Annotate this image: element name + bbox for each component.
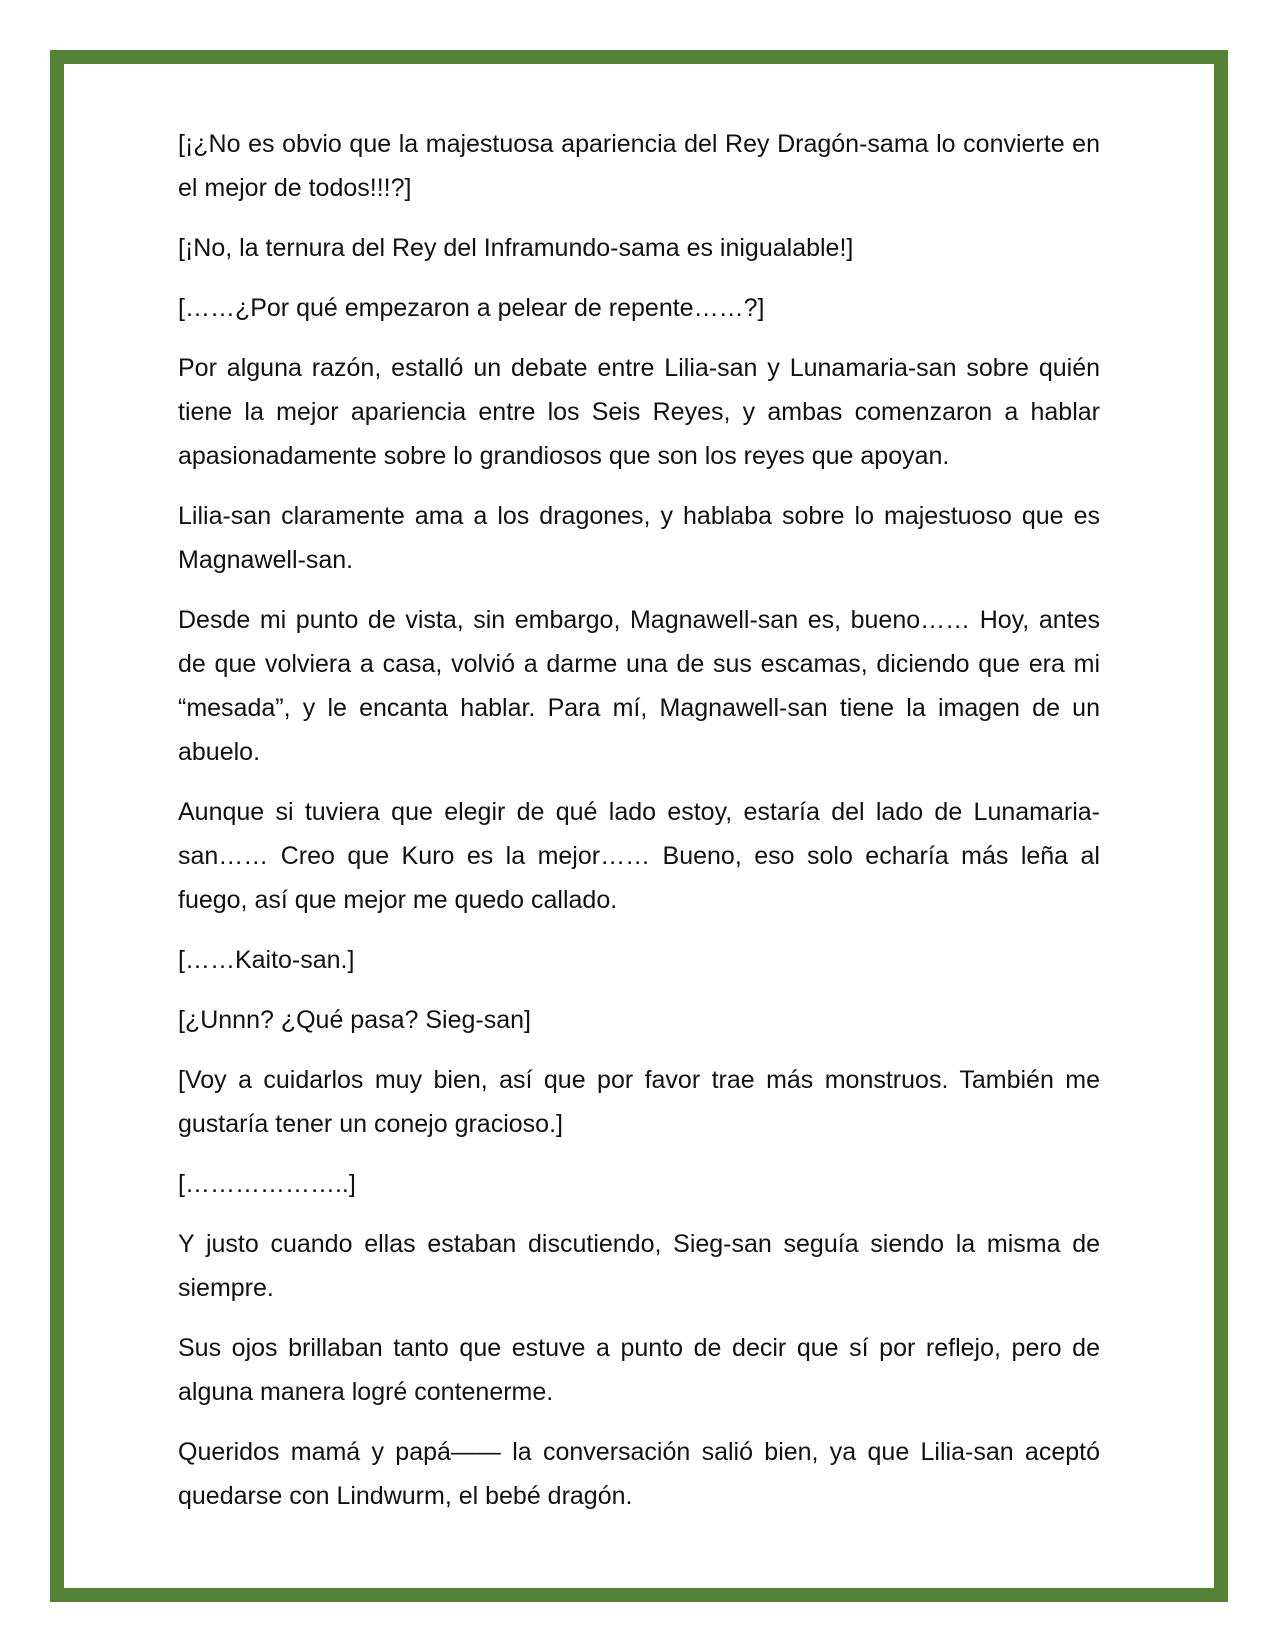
paragraph: Sus ojos brillaban tanto que estuve a punto de decir que sí por reflejo, pero de alguna manera logré contenerme. — [178, 1334, 1100, 1406]
document-body — [178, 122, 1100, 1534]
paragraph: Lilia-san claramente ama a los dragones, y hablaba sobre lo majestuoso que es Magnawell-san. — [178, 502, 1100, 574]
paragraph: [………………..] — [178, 1170, 356, 1198]
paragraph: [¿Unnn? ¿Qué pasa? Sieg-san] — [178, 1006, 531, 1034]
paragraph: [¡No, la ternura del Rey del Inframundo-sama es inigualable!] — [178, 234, 854, 262]
paragraph: [¡¿No es obvio que la majestuosa apariencia del Rey Dragón-sama lo convierte en el mejor de todos!!!?] — [178, 130, 1100, 202]
paragraph: Desde mi punto de vista, sin embargo, Magnawell-san es, bueno…… Hoy, antes de que volviera a casa, volvió a darme una de sus escamas, diciendo que era mi “mesada”, y le encanta hablar. Para mí, Magnawell-san tiene la imagen de un abuelo. — [178, 606, 1100, 766]
paragraph: Aunque si tuviera que elegir de qué lado estoy, estaría del lado de Lunamaria-san…… Creo que Kuro es la mejor…… Bueno, eso solo echaría más leña al fuego, así que mejor me quedo callado. — [178, 798, 1100, 914]
paragraph: [……¿Por qué empezaron a pelear de repente……?] — [178, 294, 765, 322]
paragraph: Y justo cuando ellas estaban discutiendo, Sieg-san seguía siendo la misma de siempre. — [178, 1230, 1100, 1302]
paragraph: [Voy a cuidarlos muy bien, así que por favor trae más monstruos. También me gustaría tener un conejo gracioso.] — [178, 1066, 1100, 1138]
paragraph: [……Kaito-san.] — [178, 946, 355, 974]
paragraph: Queridos mamá y papá—— la conversación salió bien, ya que Lilia-san aceptó quedarse con Lindwurm, el bebé dragón. — [178, 1438, 1100, 1510]
paragraph: Por alguna razón, estalló un debate entre Lilia-san y Lunamaria-san sobre quién tiene la mejor apariencia entre los Seis Reyes, y ambas comenzaron a hablar apasionadamente sobre lo grandiosos que son los reyes que apoyan. — [178, 354, 1100, 470]
